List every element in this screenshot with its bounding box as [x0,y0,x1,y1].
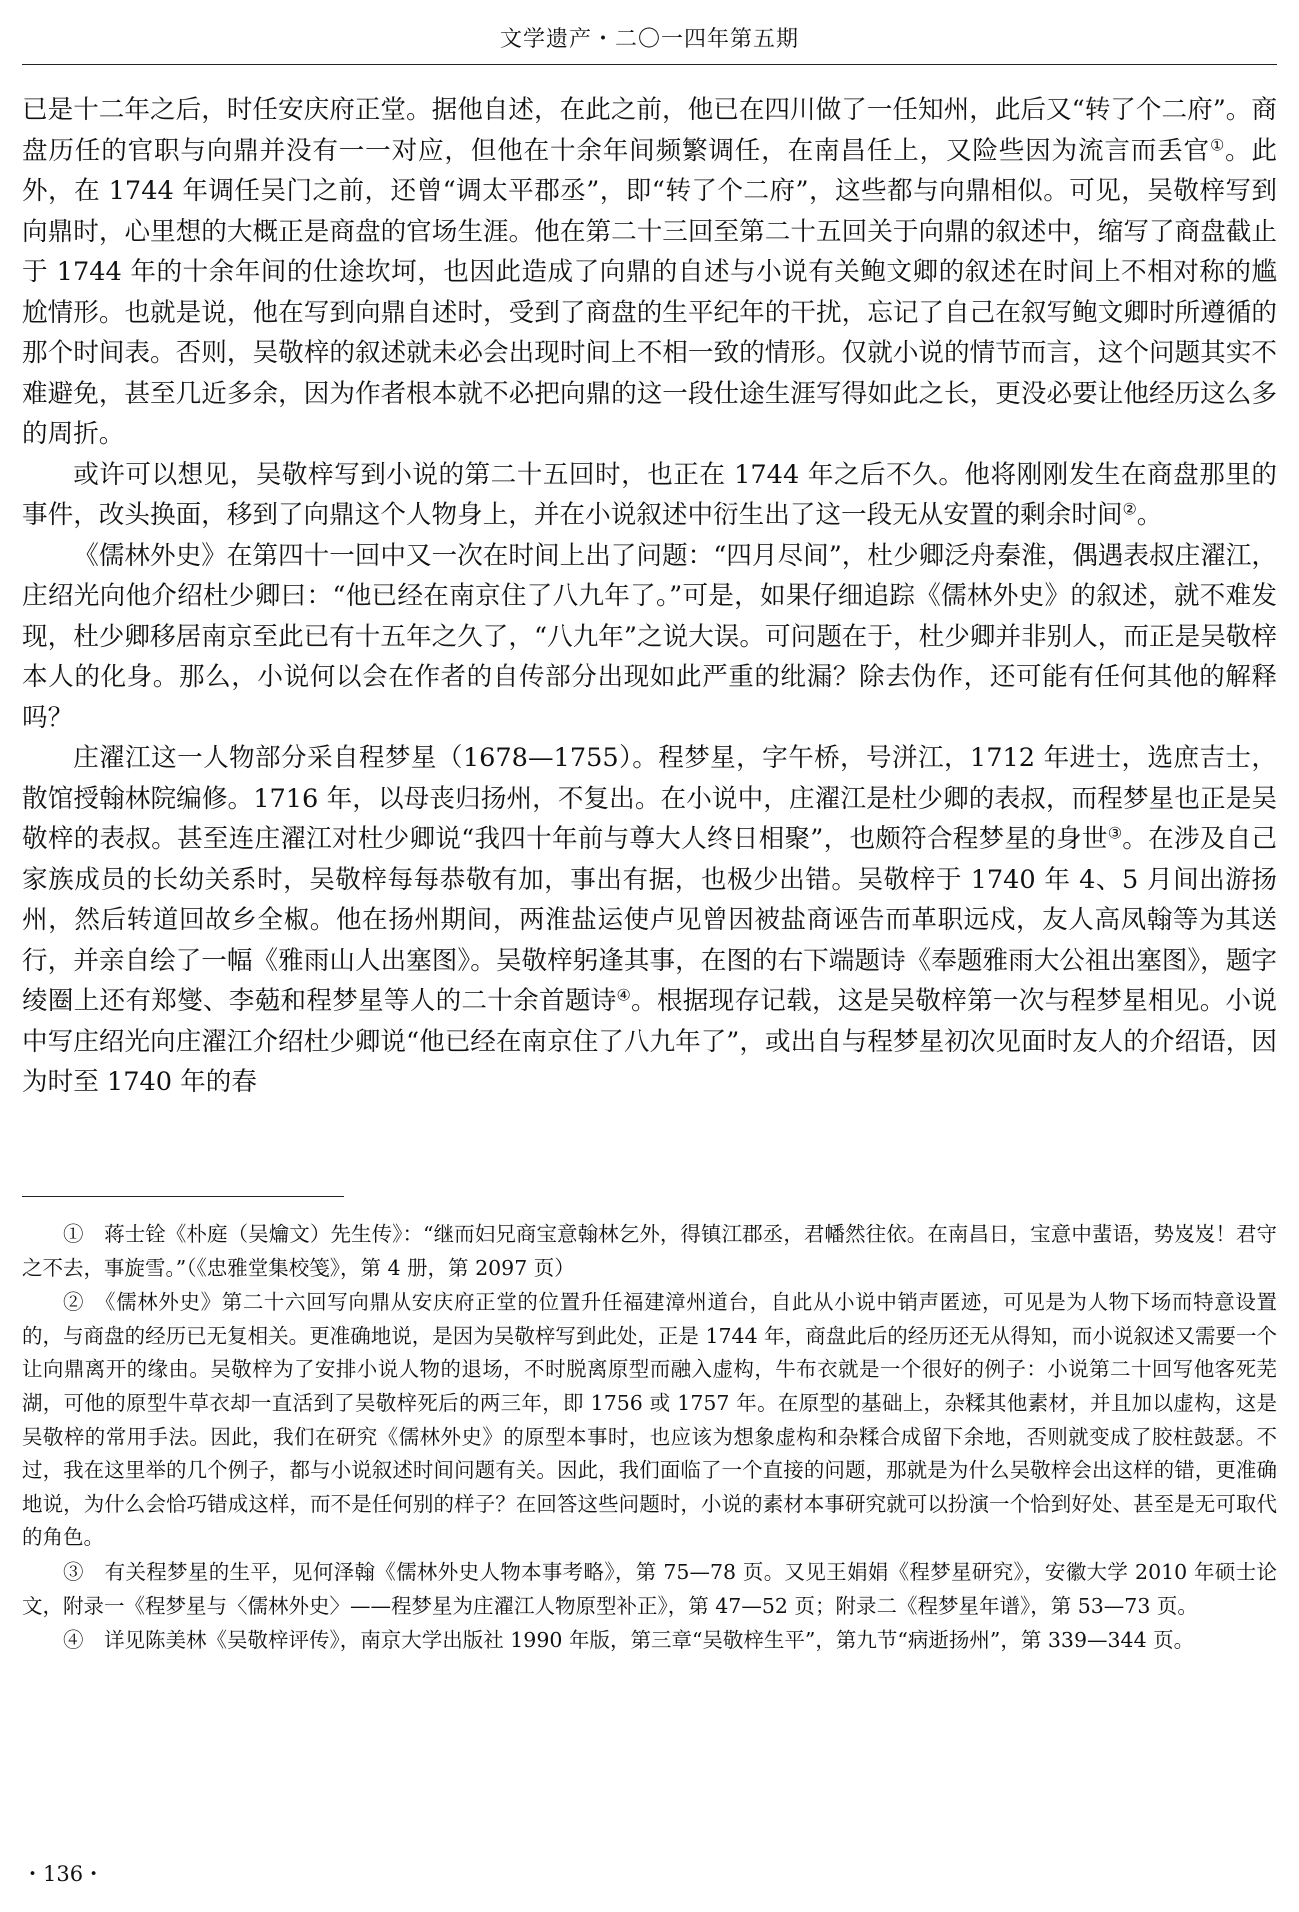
footnote-4: ④ 详见陈美林《吴敬梓评传》，南京大学出版社 1990 年版，第三章“吴敬梓生平”，第九节“病逝扬州”，第 339—344 页。 [63,1628,1195,1653]
paragraph-4-text-b: 。在涉及自己家族成员的长幼关系时，吴敬梓每每恭敬有加，事出有据，也极少出错。吴敬梓于 1740 年 4、5 月间出游扬州，然后转道回故乡全椒。他在扬州期间，两淮盐运使卢见曾因被盐商诬告而革职远戍，友人高凤翰等为其送行，并亲自绘了一幅《雅雨山人出塞图》。吴敬梓躬逢其事，在图的右下端题诗《奉题雅雨大公祖出塞图》，题字绫圈上还有郑燮、李葂和程梦星等人的二十余首题诗 [22,824,1278,1016]
footnote-ref-4[interactable]: ④ [616,985,632,1005]
footnotes [22,1218,1277,1659]
paragraph-4-text-a: 庄濯江这一人物部分采自程梦星（1678—1755）。程梦星，字午桥，号洴江，1712 年进士，选庶吉士，散馆授翰林院编修。1716 年，以母丧归扬州，不复出。在小说中，庄濯江是杜少卿的表叔，而程梦星也正是吴敬梓的表叔。甚至连庄濯江对杜少卿说“我四十年前与尊大人终日相聚”，也颇符合程梦星的身世 [22,743,1277,854]
footnote-ref-2[interactable]: ② [1122,499,1137,519]
footnote-divider [22,1196,344,1197]
footnote-1: ① 蒋士铨《朴庭（吴爚文）先生传》：“继而妇兄商宝意翰林乞外，得镇江郡丞，君幡然往依。在南昌日，宝意中蜚语，势岌岌！君守之不去，事旋雪。”（《忠雅堂集校笺》，第 4 册，第 2097 页） [22,1222,1277,1280]
footnote-3: ③ 有关程梦星的生平，见何泽翰《儒林外史人物本事考略》，第 75—78 页。又见王娟娟《程梦星研究》，安徽大学 2010 年硕士论文，附录一《程梦星与〈儒林外史〉——程梦星为庄濯江人物原型补正》，第 47—52 页；附录二《程梦星年谱》，第 53—73 页。 [22,1559,1277,1618]
footnote-ref-1[interactable]: ① [1209,134,1225,154]
paragraph-1 [22,90,1277,455]
paragraph-2 [22,455,1277,536]
paragraph-1-text-b: 。此外，在 1744 年调任吴门之前，还曾“调太平郡丞”，即“转了个二府”，这些都与向鼎相似。可见，吴敬梓写到向鼎时，心里想的大概正是商盘的官场生涯。他在第二十三回至第二十五回关于向鼎的叙述中，缩写了商盘截止于 1744 年的十余年间的仕途坎坷，也因此造成了向鼎的自述与小说有关鲍文卿的叙述在时间上不相对称的尴尬情形。也就是说，他在写到向鼎自述时，受到了商盘的生平纪年的干扰，忘记了自己在叙写鲍文卿时所遵循的那个时间表。否则，吴敬梓的叙述就未必会出现时间上不相一致的情形。仅就小说的情节而言，这个问题其实不难避免，甚至几近多余，因为作者根本就不必把向鼎的这一段仕途生涯写得如此之长，更没必要让他经历这么多的周折。 [22,135,1277,449]
paragraph-3: 《儒林外史》在第四十一回中又一次在时间上出了问题：“四月尽间”，杜少卿泛舟秦淮，偶遇表叔庄濯江，庄绍光向他介绍杜少卿曰：“他已经在南京住了八九年了。”可是，如果仔细追踪《儒林外史》的叙述，就不难发现，杜少卿移居南京至此已有十五年之久了，“八九年”之说大误。可问题在于，杜少卿并非别人，而正是吴敬梓本人的化身。那么，小说何以会在作者的自传部分出现如此严重的纰漏？除去伪作，还可能有任何其他的解释吗？ [22,540,1277,733]
paragraph-4 [22,738,1277,1103]
paragraph-4-text-c: 。根据现存记载，这是吴敬梓第一次与程梦星相见。小说中写庄绍光向庄濯江介绍杜少卿说“他已经在南京住了八九年了”，或出自与程梦星初次见面时友人的介绍语，因为时至 1740 年的春 [22,986,1277,1097]
footnote-2: ② 《儒林外史》第二十六回写向鼎从安庆府正堂的位置升任福建漳州道台，自此从小说中销声匿迹，可见是为人物下场而特意设置的，与商盘的经历已无复相关。更准确地说，是因为吴敬梓写到此处，正是 1744 年，商盘此后的经历还无从得知，而小说叙述又需要一个让向鼎离开的缘由。吴敬梓为了安排小说人物的退场，不时脱离原型而融入虚构，牛布衣就是一个很好的例子：小说第二十回写他客死芜湖，可他的原型牛草衣却一直活到了吴敬梓死后的两三年，即 1756 或 1757 年。在原型的基础上，杂糅其他素材，并且加以虚构，这是吴敬梓的常用手法。因此，我们在研究《儒林外史》的原型本事时，也应该为想象虚构和杂糅合成留下余地，否则就变成了胶柱鼓瑟。不过，我在这里举的几个例子，都与小说叙述时间问题有关。因此，我们面临了一个直接的问题，那就是为什么吴敬梓会出这样的错，更准确地说，为什么会恰巧错成这样，而不是任何别的样子？在回答这些问题时，小说的素材本事研究就可以扮演一个恰到好处、甚至是无可取代的角色。 [22,1290,1277,1550]
paragraph-2-text-a: 或许可以想见，吴敬梓写到小说的第二十五回时，也正在 1744 年之后不久。他将刚刚发生在商盘那里的事件，改头换面，移到了向鼎这个人物身上，并在小说叙述中衍生出了这一段无从安置的剩余时间 [22,459,1277,530]
paragraph-1-text-a: 已是十二年之后，时任安庆府正堂。据他自述，在此之前，他已在四川做了一任知州，此后又“转了个二府”。商盘历任的官职与向鼎并没有一一对应，但他在十余年间频繁调任，在南昌任上，又险些因为流言而丢官 [22,95,1277,166]
journal-title: 文学遗产・二〇一四年第五期 [499,27,799,52]
running-header [22,0,1277,65]
main-text [22,90,1277,1103]
paragraph-2-text-b: 。 [1136,500,1163,530]
page-number: ・136・ [22,1862,105,1886]
footnote-ref-3[interactable]: ③ [1107,823,1123,843]
